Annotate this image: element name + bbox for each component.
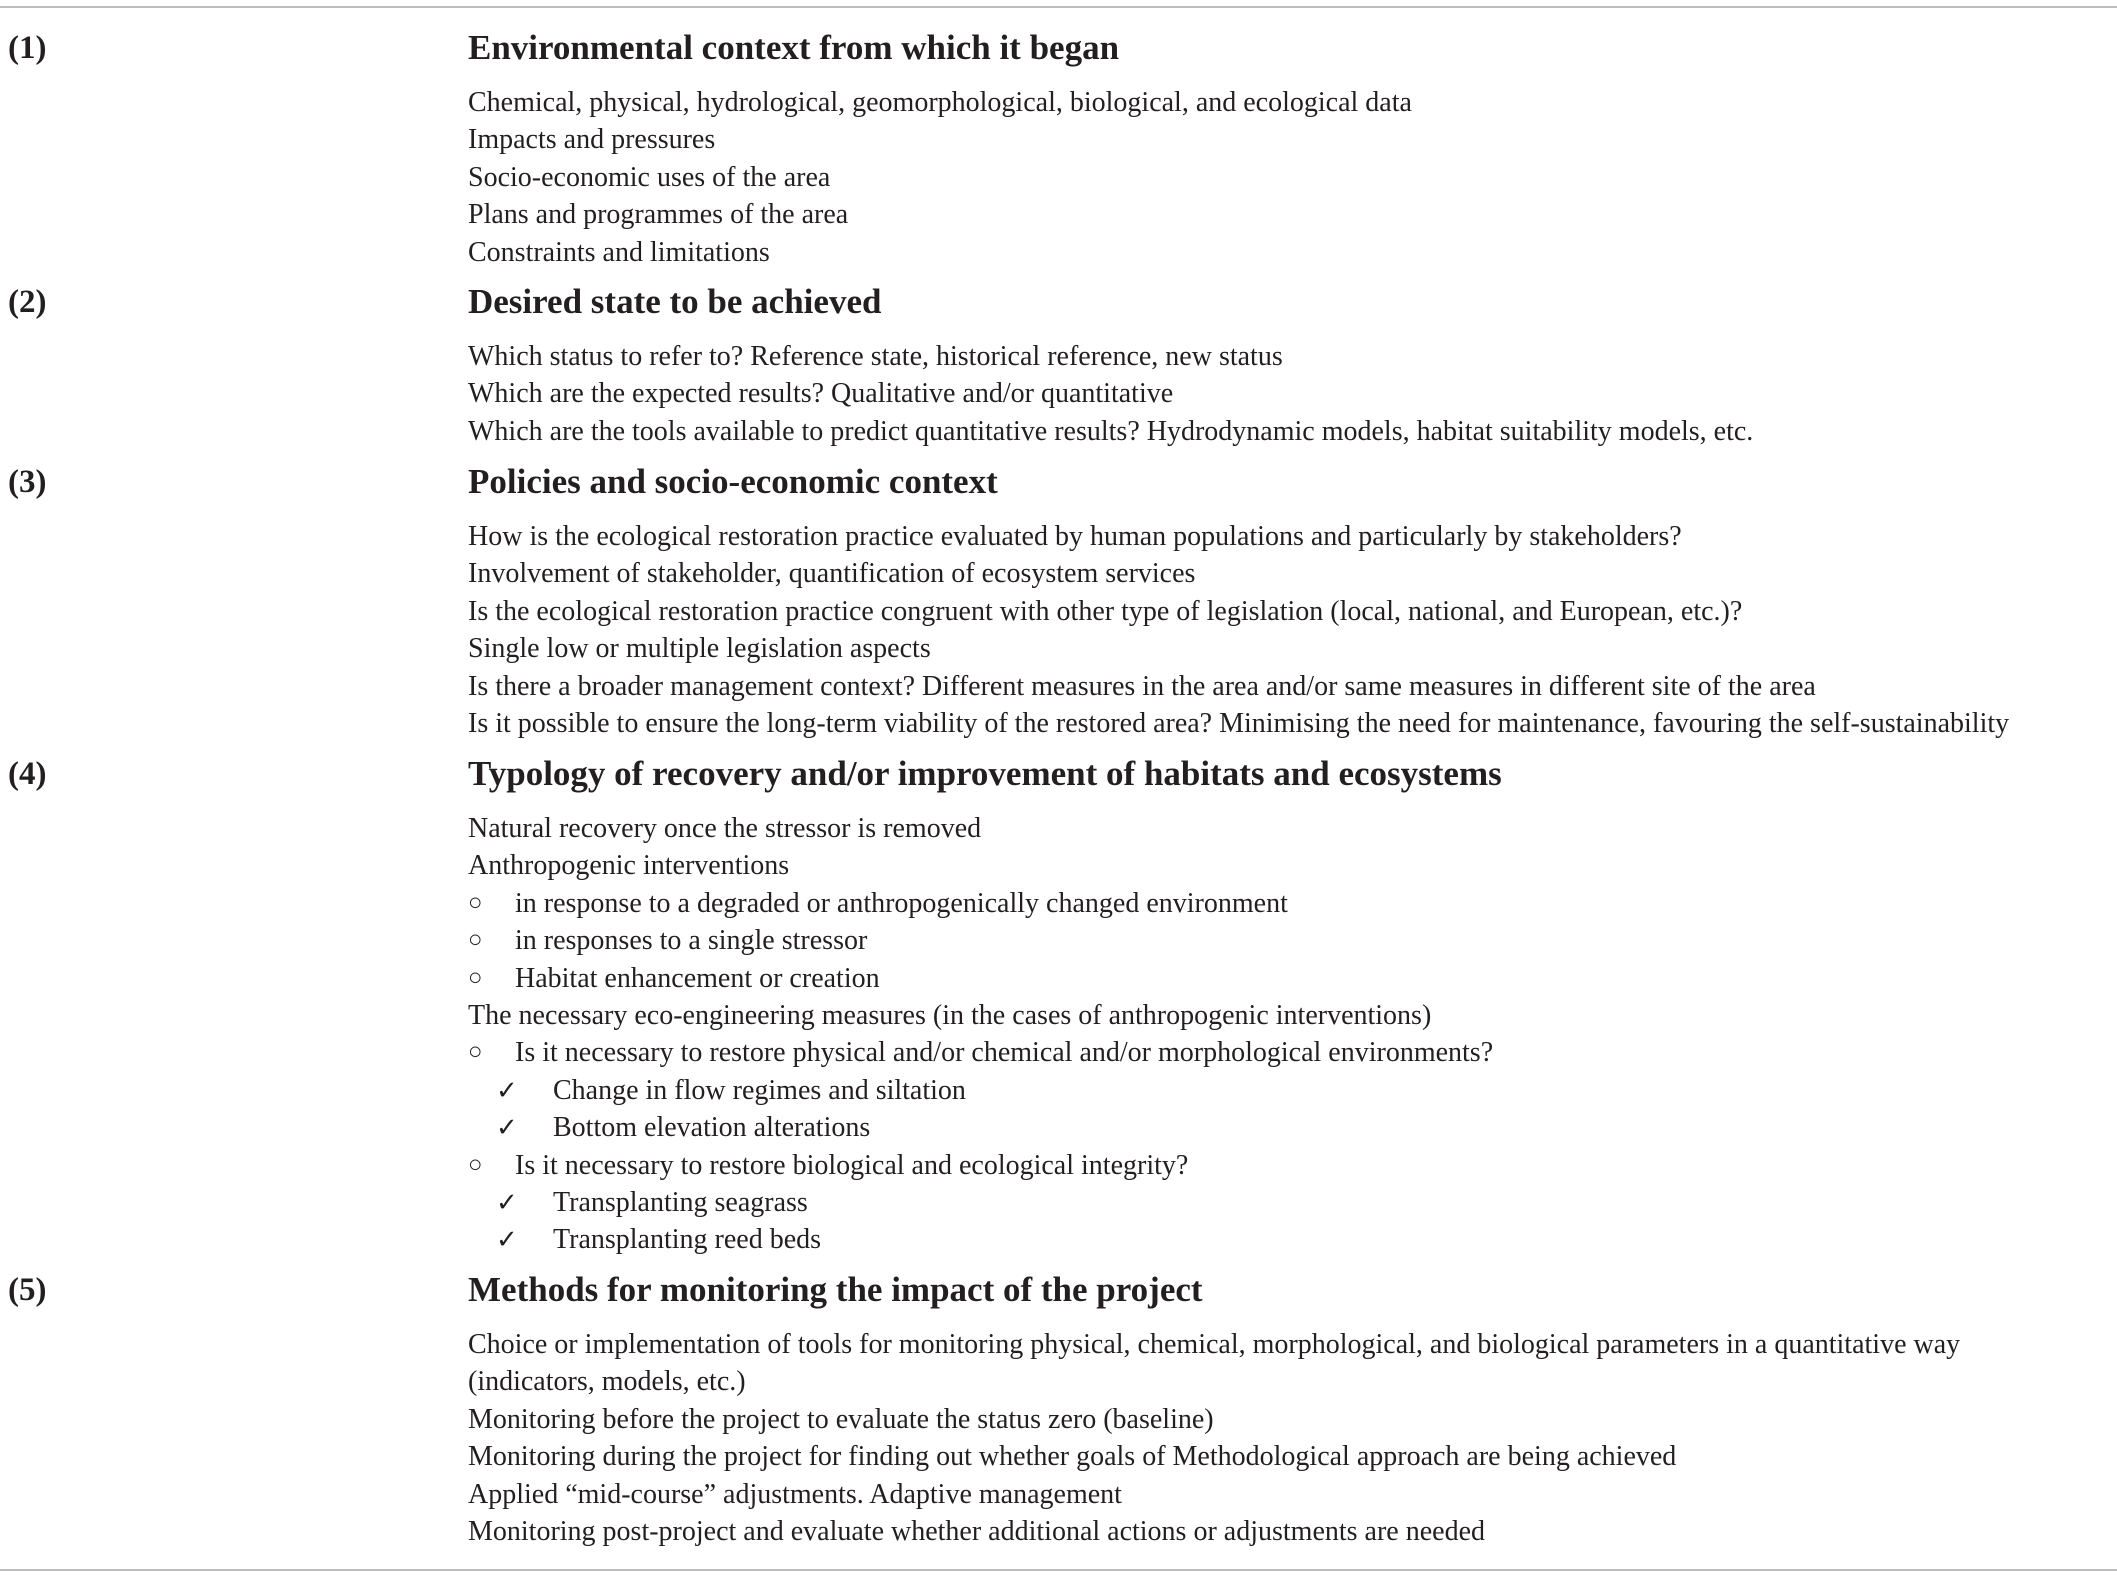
list-item: Impacts and pressures: [468, 124, 716, 156]
section-items: [468, 84, 1412, 271]
list-item: Is it possible to ensure the long-term viability of the restored area? Minimising the need for maintenance, favouring the self-sustainability: [468, 708, 2010, 740]
list-item: Applied “mid-course” adjustments. Adaptive management: [468, 1478, 1122, 1510]
list-item: [468, 960, 1493, 997]
circle-bullet-icon: ○: [468, 1151, 483, 1178]
circle-bullet-icon: ○: [468, 889, 483, 916]
section-number: (5): [8, 1272, 47, 1308]
list-item: Single low or multiple legislation aspects: [468, 633, 931, 665]
circle-bullet-icon: ○: [468, 927, 483, 954]
bottom-rule: [0, 1569, 2117, 1571]
section-items: [468, 338, 1753, 450]
list-item: Natural recovery once the stressor is removed: [468, 813, 982, 844]
section-heading: Desired state to be achieved: [468, 282, 882, 321]
list-item-text: in response to a degraded or anthropogenically changed environment: [515, 887, 1288, 919]
section-heading: Typology of recovery and/or improvement of habitats and ecosystems: [468, 754, 1502, 793]
list-item-text: Is it necessary to restore physical and/or chemical and/or morphological environments?: [515, 1037, 1494, 1069]
list-item-text: Bottom elevation alterations: [553, 1112, 871, 1144]
list-item: [468, 922, 1493, 959]
list-item-text: Change in flow regimes and siltation: [553, 1074, 966, 1106]
list-item: Plans and programmes of the area: [468, 199, 849, 231]
list-item: Choice or implementation of tools for monitoring physical, chemical, morphological, and biological parameters in a quantitative way: [468, 1329, 1961, 1360]
list-item: [468, 1034, 1493, 1071]
list-item-text: Is it necessary to restore biological and ecological integrity?: [515, 1149, 1189, 1181]
section-items: [468, 518, 2009, 742]
list-item: (indicators, models, etc.): [468, 1366, 746, 1398]
circle-bullet-icon: ○: [468, 1039, 483, 1066]
list-item: Monitoring post-project and evaluate whether additional actions or adjustments are needed: [468, 1516, 1486, 1548]
list-item: [468, 885, 1493, 922]
circle-bullet-icon: ○: [468, 964, 483, 991]
list-item: The necessary eco-engineering measures (in the cases of anthropogenic interventions): [468, 1000, 1432, 1032]
list-item: Which are the tools available to predict quantitative results? Hydrodynamic models, habitat suitability models, etc.: [468, 415, 1754, 447]
checkmark-icon: ✓: [496, 1188, 518, 1218]
list-item: [468, 1221, 1493, 1258]
list-item: [468, 1184, 1493, 1221]
section-items: [468, 810, 1493, 1259]
section-items: [468, 1326, 1960, 1550]
list-item: Which are the expected results? Qualitative and/or quantitative: [468, 378, 1174, 410]
list-item: Involvement of stakeholder, quantification of ecosystem services: [468, 558, 1196, 590]
list-item: [468, 1109, 1493, 1146]
list-item: Monitoring during the project for finding out whether goals of Methodological approach are being achieved: [468, 1441, 1677, 1473]
section-number: (3): [8, 464, 47, 500]
list-item: Is there a broader management context? Different measures in the area and/or same measures in different site of the area: [468, 670, 1816, 702]
section-heading: Policies and socio-economic context: [468, 462, 998, 501]
checkmark-icon: ✓: [496, 1113, 518, 1143]
section-number: (2): [8, 284, 47, 320]
list-item-text: Habitat enhancement or creation: [515, 962, 880, 994]
section-heading: Methods for monitoring the impact of the project: [468, 1270, 1203, 1309]
checkmark-icon: ✓: [496, 1075, 518, 1105]
list-item-text: in responses to a single stressor: [515, 925, 868, 957]
list-item: How is the ecological restoration practice evaluated by human populations and particularly by stakeholders?: [468, 521, 1682, 552]
section-number: (1): [8, 30, 47, 66]
list-item: Monitoring before the project to evaluate the status zero (baseline): [468, 1403, 1214, 1435]
list-item: [468, 1147, 1493, 1184]
list-item: Which status to refer to? Reference state, historical reference, new status: [468, 341, 1283, 372]
list-item: Constraints and limitations: [468, 236, 770, 268]
list-item: Is the ecological restoration practice congruent with other type of legislation (local, national, and European, etc.)?: [468, 595, 1743, 627]
list-item-text: Transplanting seagrass: [553, 1187, 808, 1219]
section-heading: Environmental context from which it began: [468, 28, 1120, 67]
list-item: [468, 1072, 1493, 1109]
list-item-text: Transplanting reed beds: [553, 1224, 822, 1256]
list-item: Socio-economic uses of the area: [468, 161, 831, 193]
section-number: (4): [8, 756, 47, 792]
list-item: Anthropogenic interventions: [468, 850, 790, 882]
list-item: Chemical, physical, hydrological, geomorphological, biological, and ecological data: [468, 87, 1412, 118]
checkmark-icon: ✓: [496, 1225, 518, 1255]
top-rule: [0, 6, 2117, 8]
